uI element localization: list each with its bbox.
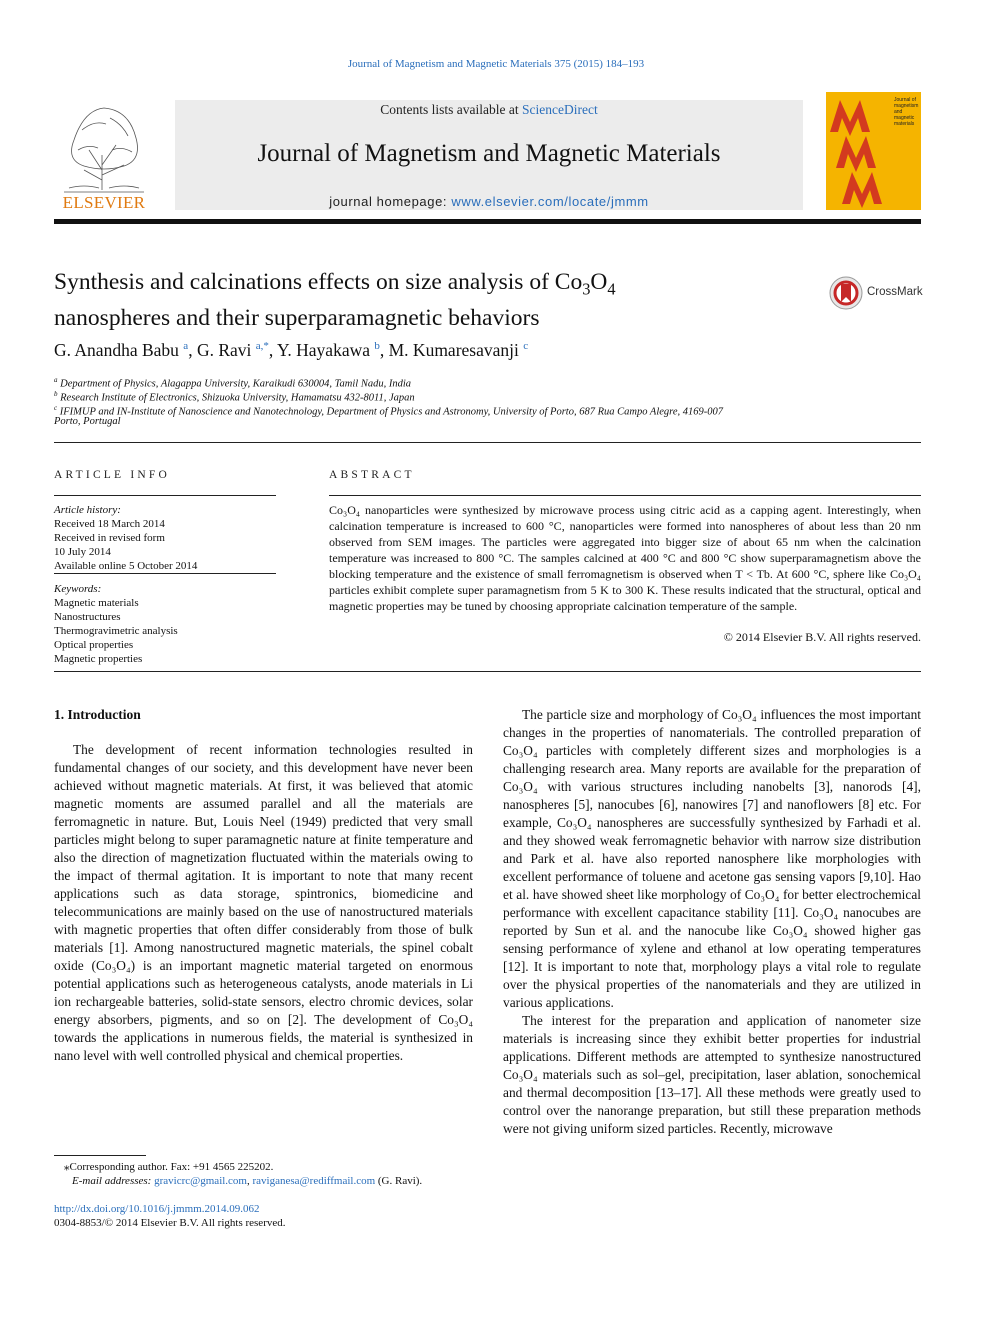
- keyword: Nanostructures: [54, 611, 121, 623]
- paragraph: The development of recent information technologies resulted in fundamental changes of our society, and this development have never been achieved without magnetic materials. At first, it was believed that atomic magnetic moments are assumed parallel and all the materials are ferromagnetic in nature. But, Louis Neel (1949) predicted that very small particles might belong to super paramagnetic nature at finite temperature and also the direction of magnetization fluctuated within the materials owing to the impact of thermal agitation. It is important to note that many recent applications such as data storage, spintronics, biomedicine and telecommunications are mainly based on the use of nanostructured materials with magnetic properties that often differ considerably from those of bulk materials [1]. Among nanostructured magnetic materials, the spinel cobalt oxide (Co₃O₄) is an important magnetic material targeted on enormous potential applications such as heterogeneous catalysts, anode materials in Li ion rechargeable batteries, solid-state sensors, electro chromic devices, solar energy absorbers, pigments, and so on [2]. The development of Co₃O₄ towards the applications in numerous fields, the material is synthesized in nano level with well controlled physical and chemical properties.: [54, 742, 473, 1063]
- cover-text: Journal of magnetism and magnetic materials: [894, 97, 919, 127]
- journal-cover[interactable]: [826, 92, 921, 210]
- section-heading-introduction: 1. Introduction: [54, 707, 141, 722]
- email-addresses: E-mail addresses: gravicrc@gmail.com, raviganesa@rediffmail.com (G. Ravi).: [72, 1175, 423, 1187]
- info-rule: [54, 573, 276, 574]
- keywords: Keywords: Magnetic materials Nanostructures Thermogravimetric analysis Optical properties Magnetic properties: [54, 583, 178, 665]
- article-title: Synthesis and calcinations effects on size analysis of $Co_3O_4$ nanospheres and their superparamagnetic behaviors: [54, 269, 616, 331]
- sciencedirect-link[interactable]: ScienceDirect: [522, 102, 598, 117]
- intro-left-column: [54, 741, 473, 1065]
- crossmark-icon: [829, 276, 863, 310]
- affiliation: $^c$ IFIMUP and IN-Institute of Nanoscience and Nanotechnology, Department of Physics and Astronomy, University of Porto, 687 Rua Campo Alegre, 4169-007: [54, 404, 723, 418]
- author-name[interactable]: G. Anandha Babu: [54, 340, 179, 360]
- author-list: G. Anandha Babu $^a$, G. Ravi $^{a,*}$, Y. Hayakawa $^b$, M. Kumaresavanji $^c$: [54, 340, 529, 360]
- journal-citation[interactable]: Journal of Magnetism and Magnetic Materials 375 (2015) 184–193: [347, 58, 645, 70]
- homepage-link[interactable]: www.elsevier.com/locate/jmmm: [451, 194, 649, 209]
- abstract-heading: ABSTRACT: [329, 469, 415, 481]
- publisher-name: ELSEVIER: [62, 193, 146, 212]
- journal-title: Journal of Magnetism and Magnetic Materials: [257, 140, 721, 167]
- keyword: Magnetic properties: [54, 653, 143, 665]
- info-rule: [54, 495, 276, 496]
- email-link[interactable]: raviganesa@rediffmail.com: [252, 1175, 376, 1187]
- crossmark-label: CrossMark: [867, 286, 923, 298]
- affiliation: Porto, Portugal: [54, 416, 121, 427]
- affiliation: $^a$ Department of Physics, Alagappa University, Karaikudi 630004, Tamil Nadu, India: [54, 376, 411, 390]
- affiliation-rule: [54, 442, 921, 443]
- abstract-copyright: © 2014 Elsevier B.V. All rights reserved.: [723, 630, 921, 644]
- corresponding-author: ⁎Corresponding author. Fax: +91 4565 225202.: [64, 1161, 274, 1173]
- keyword: Optical properties: [54, 639, 134, 651]
- author-name[interactable]: G. Ravi: [196, 340, 252, 360]
- journal-homepage: journal homepage: www.elsevier.com/locate/jmmm: [329, 194, 649, 209]
- intro-right-column: [503, 706, 921, 1138]
- keyword: Magnetic materials: [54, 597, 139, 609]
- contents-line: Contents lists available at ScienceDirect: [380, 102, 598, 117]
- author-name[interactable]: M. Kumaresavanji: [388, 340, 519, 360]
- paragraph: The interest for the preparation and application of nanometer size materials is increasing since they exhibit better properties for industrial applications. Different methods are attempted to synthesize nanostructured Co₃O₄ materials such as sol–gel, precipitation, laser ablation, sonochemical and thermal decomposition [13–17]. All these methods were greatly used to control over the nanorange preparation, but still these preparation methods were not giving uniform sized particles. Recently, microwave: [503, 1013, 921, 1136]
- footnote-rule: [54, 1155, 146, 1156]
- keyword: Thermogravimetric analysis: [54, 625, 178, 637]
- crossmark-button[interactable]: [829, 276, 921, 310]
- paragraph: The particle size and morphology of Co₃O₄ influences the most important changes in the properties of nanomaterials. The controlled preparation of Co₃O₄ particles with completely different sizes and morphologies is a challenging research area. Many reports are available for the preparation of Co₃O₄ with various structures including nanobelts [3], nanorods [4], nanospheres [5], nanocubes [6], nanowires [7] and nanoflowers [8] etc. For example, Co₃O₄ nanospheres are successfully synthesized by Farhadi et al. and they showed weak ferromagnetic behavior with narrow size distribution and Park et al. have also reported nanosphere like morphologies with excellent performance of toluene and acetone gas sensing vapors [9,10]. Hao et al. have showed sheet like morphology of Co₃O₄ for better electrochemical performance with excellent capacitance stability [11]. Co₃O₄ nanocubes are reported by Sun et al. and the nanocube like Co₃O₄ showed higher gas sensing performance of xylene and ethanol at low operating temperatures [12]. It is important to note that, morphology plays a vital role to regulate over the physical properties of the nanomaterials and they are utilized in various applications.: [503, 707, 921, 1010]
- article-history: Article history: Received 18 March 2014 Received in revised form 10 July 2014 Available online 5 October 2014: [54, 504, 198, 572]
- affiliation: $^b$ Research Institute of Electronics, Shizuoka University, Hamamatsu 432-8011, Japan: [54, 390, 415, 404]
- issn-line: 0304-8853/© 2014 Elsevier B.V. All rights reserved.: [54, 1217, 286, 1229]
- doi-link[interactable]: http://dx.doi.org/10.1016/j.jmmm.2014.09.062: [54, 1203, 260, 1215]
- header-rule: [54, 219, 921, 224]
- author-name[interactable]: Y. Hayakawa: [277, 340, 370, 360]
- article-info-heading: ARTICLE INFO: [54, 469, 170, 481]
- email-link[interactable]: gravicrc@gmail.com: [154, 1175, 247, 1187]
- abstract-text: Co₃O₄ nanoparticles were synthesized by microwave process using citric acid as a capping agent. Interestingly, when calcination temperature is increased to 600 °C, nanoparticles were formed into nanospheres of about less than 20 nm observed from SEM images. The particles were aggregated into bigger size of about 65 nm when the calcination temperature was increased to 800 °C. The samples calcined at 400 °C and 800 °C show superparamagnetism above the blocking temperature and the existence of small ferromagnetism is observed when T < Tb. At 600 °C, sphere like Co₃O₄ particles exhibit complete super paramagnetism from 5 K to 300 K. These results indicated that the structural, optical and magnetic properties may be tuned by choosing appropriate calcination temperature of the sample.: [329, 503, 921, 613]
- abstract-rule: [329, 495, 921, 496]
- abstract-end-rule: [54, 671, 921, 672]
